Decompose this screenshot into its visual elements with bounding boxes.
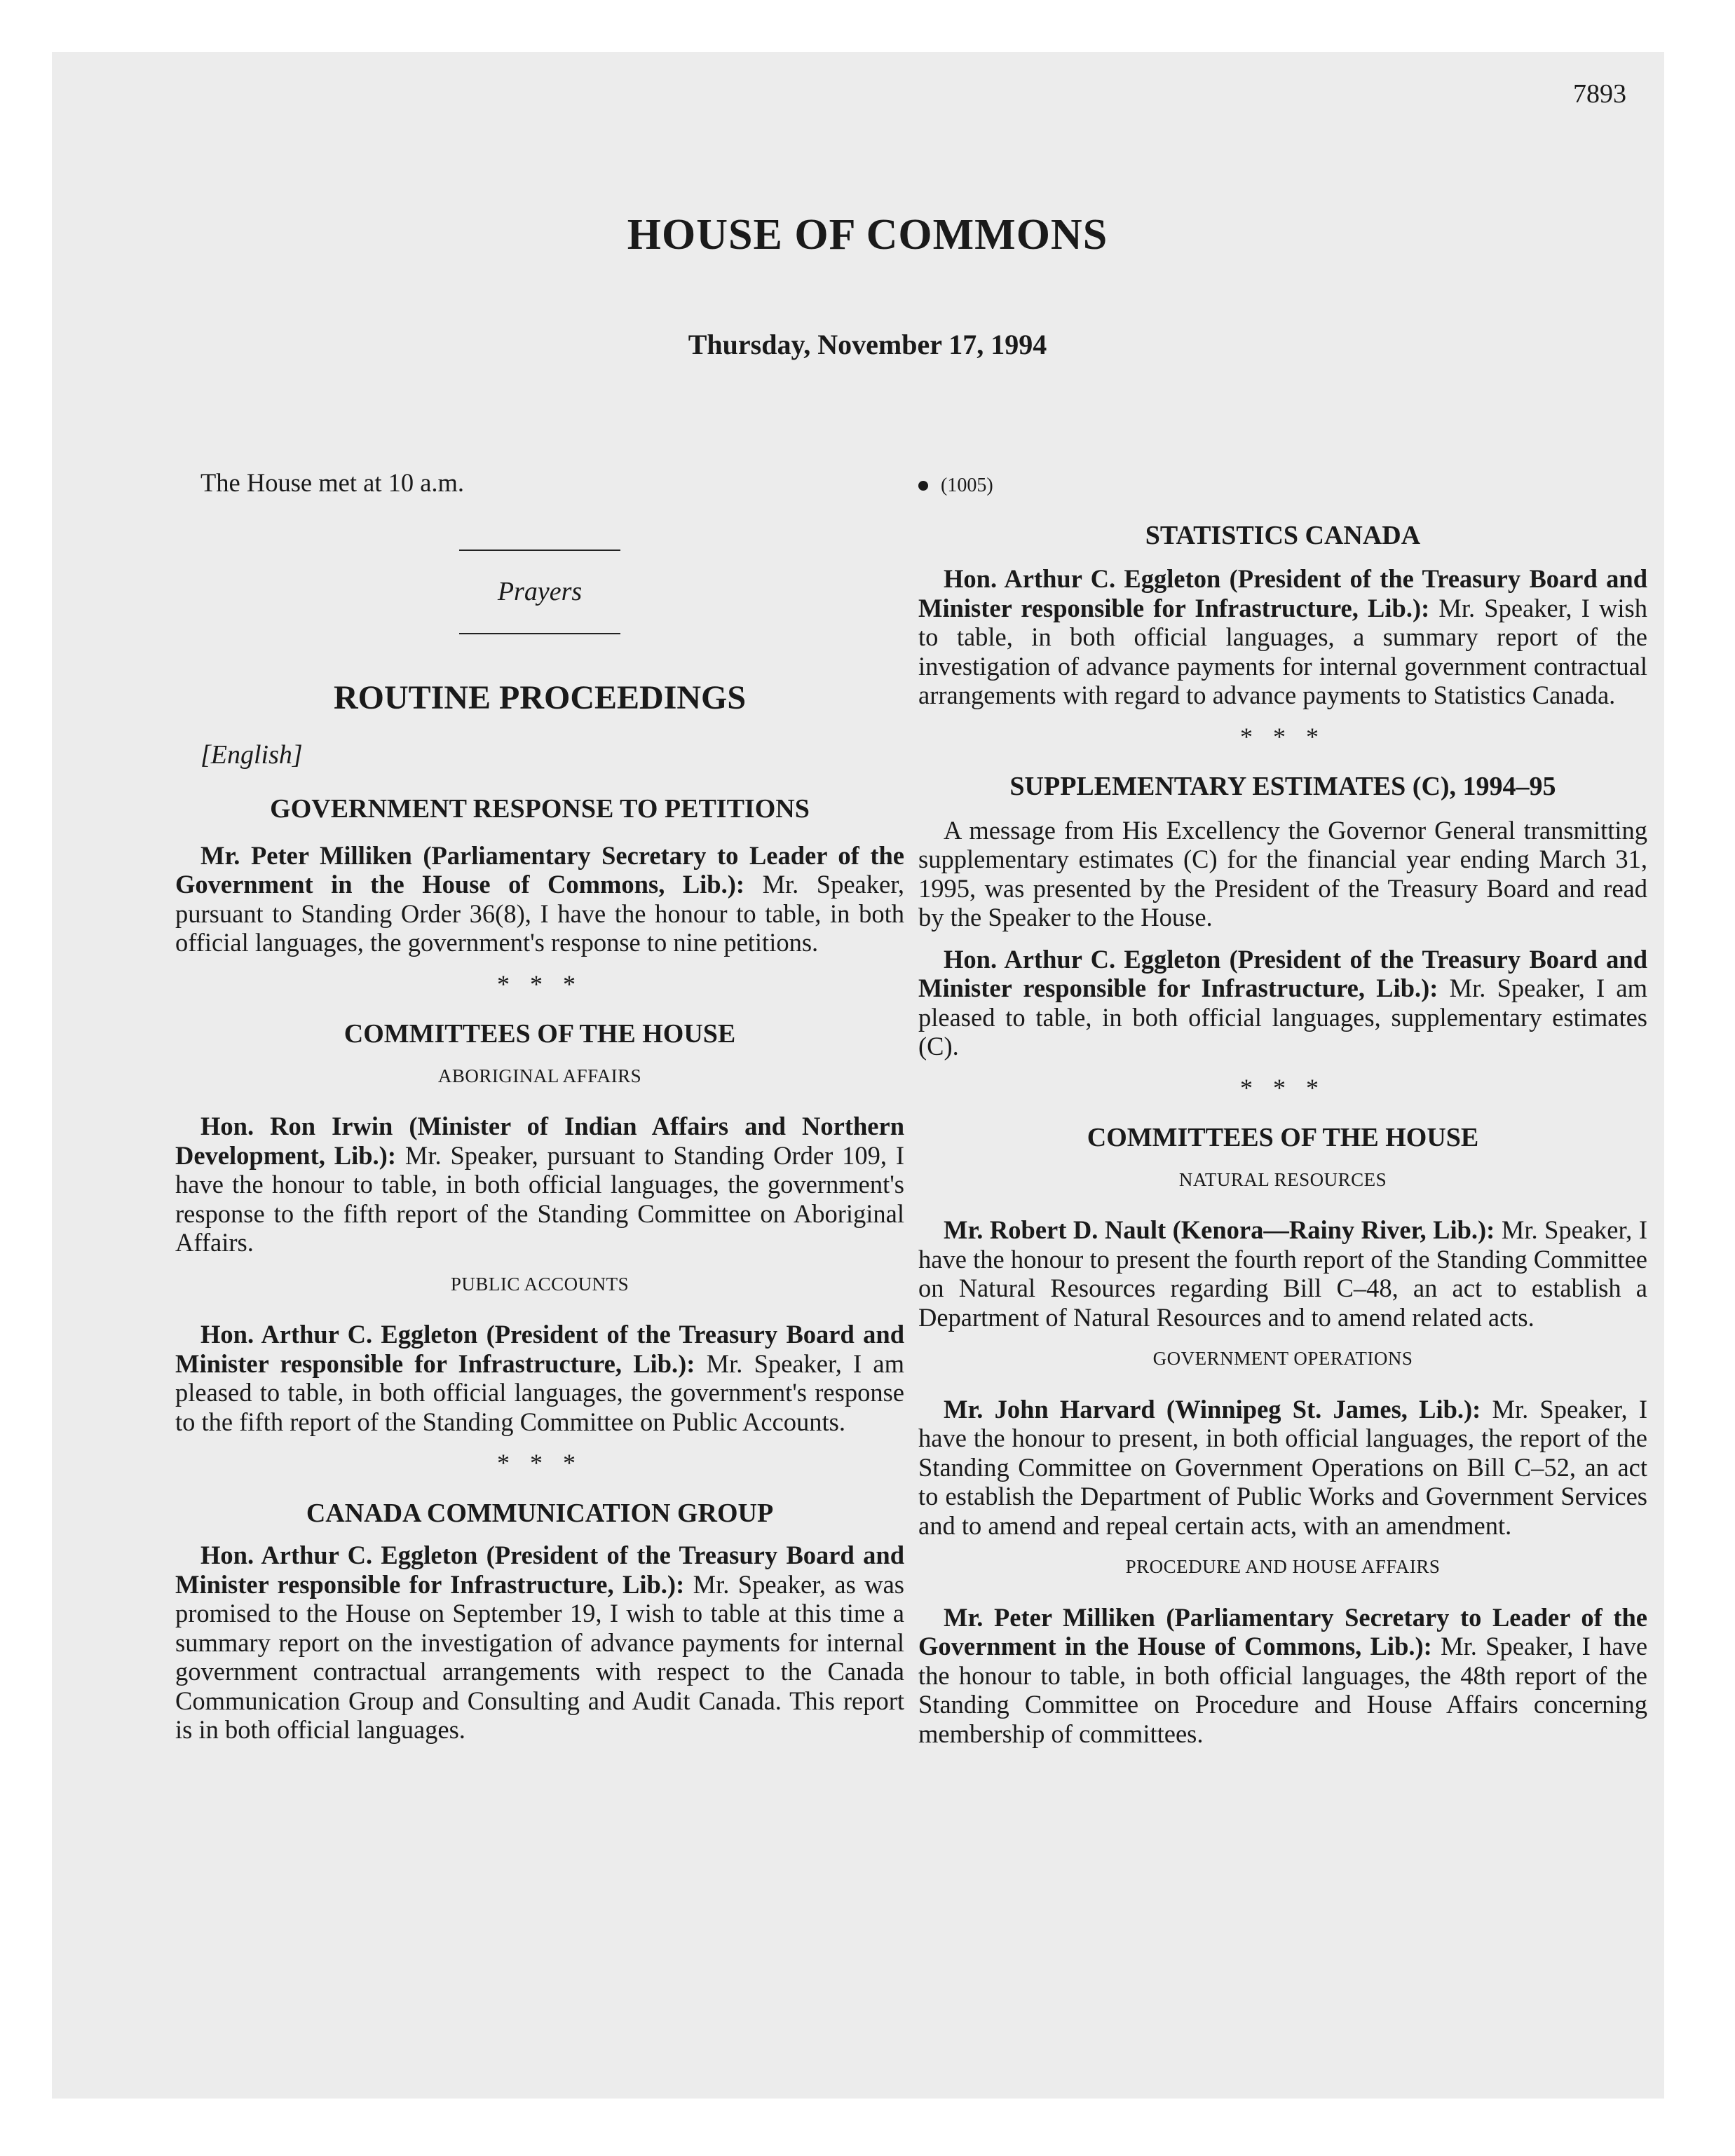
prayers-label: Prayers: [497, 576, 583, 606]
house-title: HOUSE OF COMMONS: [627, 211, 1108, 259]
section-heading-ccg: CANADA COMMUNICATION GROUP: [306, 1498, 774, 1528]
government-operations-statement: [918, 1395, 1647, 1541]
subheading-government-operations: GOVERNMENT OPERATIONS: [1152, 1348, 1413, 1369]
subheading-aboriginal-affairs: ABORIGINAL AFFAIRS: [437, 1065, 642, 1086]
section-heading-committees: COMMITTEES OF THE HOUSE: [343, 1019, 736, 1049]
aboriginal-affairs-statement: [175, 1112, 904, 1257]
timestamp: (1005): [941, 475, 993, 496]
statement-text: Mr. Speaker, pursuant to Standing Order 109, I have the honour to table, in both official languages, the government's response to the fifth report of the Standing Committee on Aboriginal Affairs.: [175, 1140, 905, 1257]
subheading-public-accounts: PUBLIC ACCOUNTS: [450, 1273, 630, 1295]
petitions-statement: [175, 841, 904, 957]
language-tag: [English]: [200, 739, 303, 770]
speaker-name: Hon. Arthur C. Eggleton (President of the Treasury Board and Minister responsible for Infrastructure, Lib.):: [175, 1320, 904, 1378]
subheading-natural-resources: NATURAL RESOURCES: [1178, 1168, 1387, 1190]
section-heading-supplementary: SUPPLEMENTARY ESTIMATES (C), 1994–95: [1009, 772, 1556, 801]
speaker-name: Hon. Arthur C. Eggleton (President of the Treasury Board and Minister responsible for Infrastructure, Lib.):: [918, 944, 1647, 1002]
page-number: 7893: [1573, 79, 1626, 109]
speaker-name: Hon. Arthur C. Eggleton (President of the Treasury Board and Minister responsible for Infrastructure, Lib.):: [918, 564, 1647, 622]
speaker-name: Hon. Arthur C. Eggleton (President of the Treasury Board and Minister responsible for Infrastructure, Lib.):: [175, 1541, 904, 1599]
speaker-name: Mr. Robert D. Nault (Kenora—Rainy River, Lib.):: [944, 1215, 1495, 1244]
statement-text: Mr. Speaker, I am pleased to table, in both official languages, the government's response to the fifth report of the Standing Committee on Public Accounts.: [175, 1349, 904, 1436]
speaker-name: Mr. John Harvard (Winnipeg St. James, Lib.):: [944, 1394, 1481, 1424]
sitting-date: Thursday, November 17, 1994: [688, 329, 1047, 360]
subheading-procedure-house-affairs: PROCEDURE AND HOUSE AFFAIRS: [1125, 1556, 1441, 1577]
statement-text: Mr. Speaker, I have the honour to table, in both official languages, the 48th report of the Standing Committee on Procedure and House Affairs concerning membership of committees.: [918, 1632, 1648, 1748]
statement-text: Mr. Speaker, I have the honour to present, in both official languages, the report of the Standing Committee on Government Operations on Bill C–52, an act to establish the Department of Public Works and Government Services and to amend and repeal certain acts, with an amendment.: [918, 1394, 1647, 1540]
timestamp-marker: [918, 468, 1647, 500]
section-heading-committees: COMMITTEES OF THE HOUSE: [1087, 1123, 1479, 1152]
natural-resources-statement: [918, 1215, 1647, 1332]
section-heading-statcan: STATISTICS CANADA: [1145, 520, 1421, 550]
section-separator: * * *: [497, 969, 583, 998]
procedure-house-affairs-statement: [918, 1603, 1647, 1749]
section-separator: * * *: [1240, 722, 1326, 751]
opening-line: The House met at 10 a.m.: [200, 468, 465, 497]
routine-proceedings-heading: ROUTINE PROCEEDINGS: [333, 679, 747, 716]
governor-general-message: A message from His Excellency the Governor General transmitting supplementary estimates (C) for the financial year ending March 31, 1995, was presented by the President of the Treasury Board and read by the Speaker to the House.: [918, 815, 1647, 932]
ccg-statement: [175, 1541, 904, 1745]
divider-rule: [459, 633, 620, 634]
section-separator: * * *: [497, 1449, 583, 1477]
statcan-statement: [918, 564, 1647, 710]
right-column: [918, 468, 1647, 1761]
statement-text: Mr. Speaker, I wish to table, in both official languages, a summary report of the investigation of advance payments for internal government contractual arrangements with regard to advance payments to Statistics Canada.: [918, 593, 1647, 709]
statement-text: Mr. Speaker, as was promised to the House on September 19, I wish to table at this time a summary report on the investigation of advance payments for internal government contractual arrangements with respect to the Canada Communication Group and Consulting and Audit Canada. This report is in both official languages.: [175, 1569, 905, 1744]
supplementary-statement: [918, 945, 1647, 1061]
speaker-name: Mr. Peter Milliken (Parliamentary Secretary to Leader of the Government in the House of Commons, Lib.):: [918, 1602, 1647, 1660]
speaker-name: Hon. Ron Irwin (Minister of Indian Affairs and Northern Development, Lib.):: [175, 1112, 904, 1170]
divider-rule: [459, 550, 620, 551]
statement-text: Mr. Speaker, I am pleased to table, in both official languages, supplementary estimates (C).: [918, 974, 1647, 1060]
public-accounts-statement: [175, 1320, 904, 1436]
section-separator: * * *: [1240, 1073, 1326, 1102]
statement-text: Mr. Speaker, pursuant to Standing Order 36(8), I have the honour to table, in both official languages, the government's response to nine petitions.: [175, 870, 905, 957]
left-column: [175, 468, 904, 1757]
section-heading-petitions: GOVERNMENT RESPONSE TO PETITIONS: [270, 794, 810, 824]
statement-text: Mr. Speaker, I have the honour to present the fourth report of the Standing Committee on Natural Resources regarding Bill C–48, an act to establish a Department of Natural Resources and to amend related acts.: [918, 1215, 1647, 1332]
speaker-name: Mr. Peter Milliken (Parliamentary Secretary to Leader of the Government in the House of Commons, Lib.):: [175, 840, 904, 899]
bullet-icon: [918, 481, 928, 491]
